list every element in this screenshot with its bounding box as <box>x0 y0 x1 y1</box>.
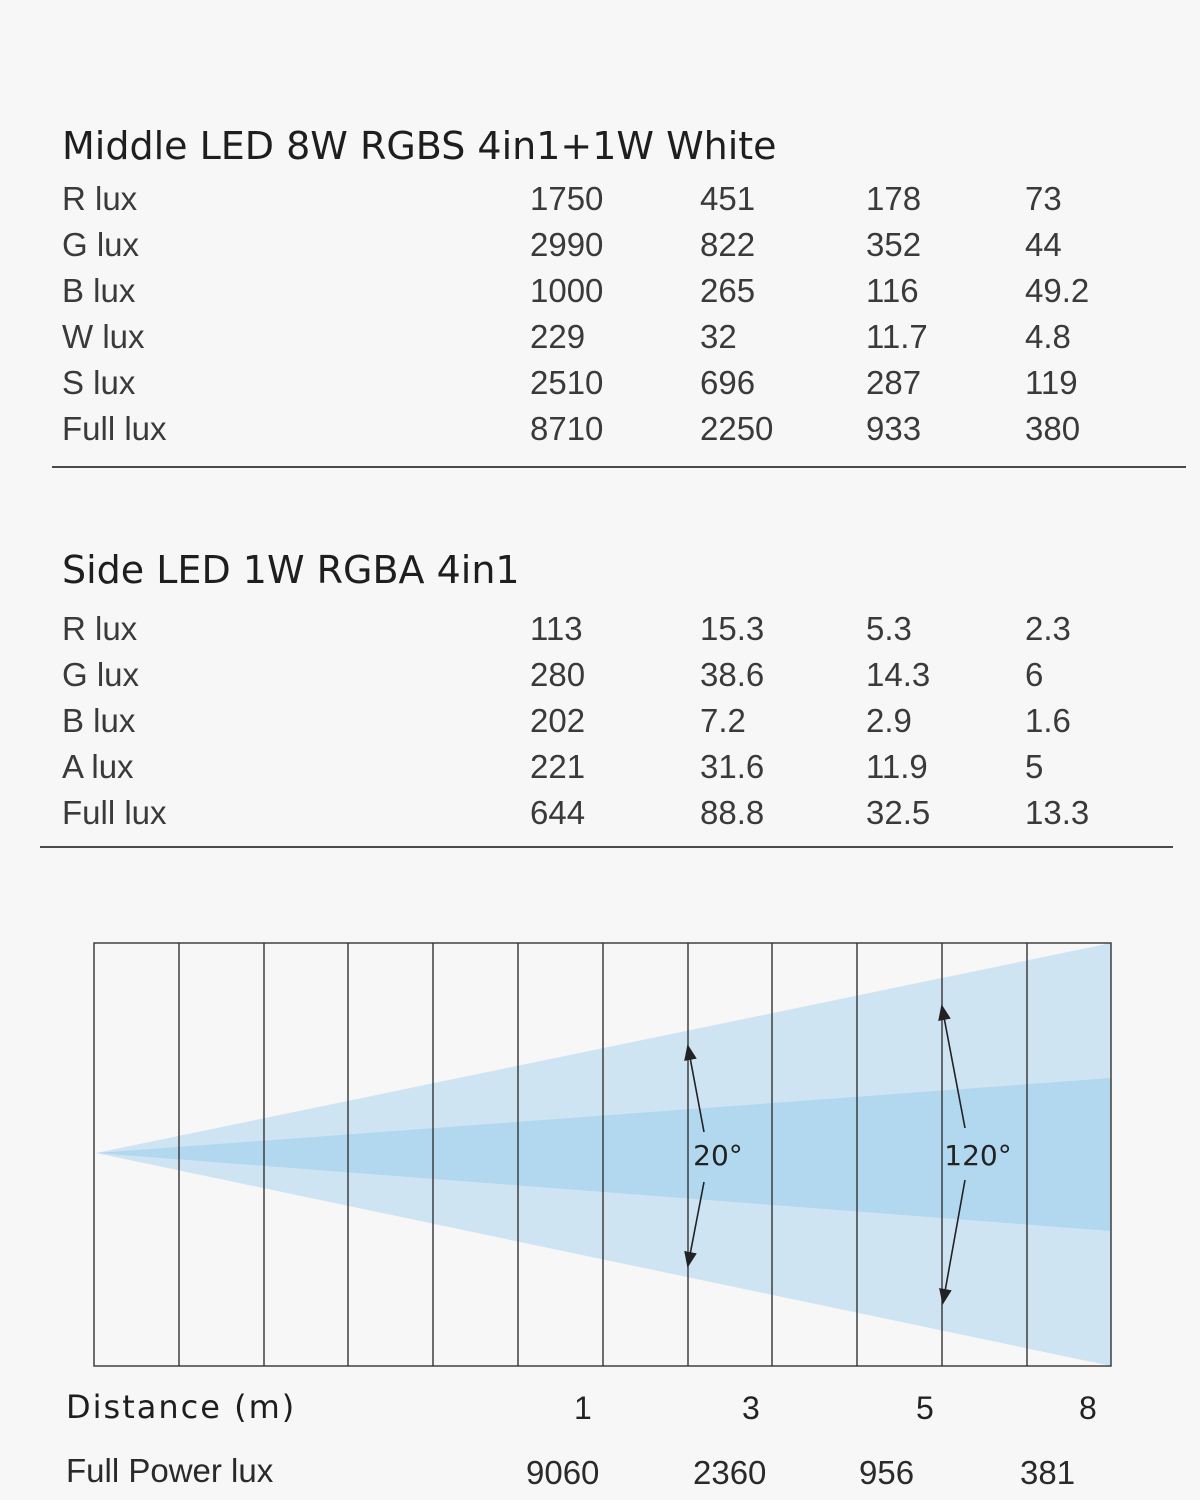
table-row <box>0 272 1200 318</box>
distance-value: 5 <box>916 1390 934 1426</box>
table-row <box>0 794 1200 840</box>
row-label: Full lux <box>62 410 167 447</box>
value-cell: 2510 <box>530 364 604 401</box>
value-cell: 5 <box>1025 748 1044 785</box>
table-row <box>0 410 1200 456</box>
value-cell: 2250 <box>700 410 774 447</box>
full-power-value: 956 <box>859 1454 915 1491</box>
value-cell: 13.3 <box>1025 794 1090 831</box>
value-cell: 11.9 <box>866 748 928 785</box>
value-cell: 644 <box>530 794 586 831</box>
row-label: R lux <box>62 610 138 647</box>
table-row <box>0 610 1200 656</box>
value-cell: 2990 <box>530 226 604 263</box>
value-cell: 14.3 <box>866 656 931 693</box>
row-label: R lux <box>62 180 138 217</box>
full-power-label: Full Power lux <box>66 1452 274 1489</box>
row-label: S lux <box>62 364 136 401</box>
table-row <box>0 226 1200 272</box>
table-row <box>0 748 1200 794</box>
value-cell: 4.8 <box>1025 318 1071 355</box>
distance-value: 1 <box>574 1390 592 1426</box>
row-label: Full lux <box>62 794 167 831</box>
distance-value: 3 <box>742 1390 760 1426</box>
table-row <box>0 318 1200 364</box>
value-cell: 73 <box>1025 180 1062 217</box>
side-led-title: Side LED 1W RGBA 4in1 <box>62 548 520 592</box>
value-cell: 44 <box>1025 226 1062 263</box>
beam-angle-diagram <box>0 930 1200 1380</box>
value-cell: 933 <box>866 410 922 447</box>
wide-angle-label: 120° <box>944 1139 1012 1172</box>
value-cell: 451 <box>700 180 756 217</box>
middle-led-title: Middle LED 8W RGBS 4in1+1W White <box>62 124 777 168</box>
table-row <box>0 702 1200 748</box>
value-cell: 8710 <box>530 410 604 447</box>
value-cell: 113 <box>530 610 583 647</box>
value-cell: 15.3 <box>700 610 765 647</box>
value-cell: 6 <box>1025 656 1044 693</box>
row-label: G lux <box>62 656 140 693</box>
value-cell: 7.2 <box>700 702 746 739</box>
value-cell: 178 <box>866 180 922 217</box>
value-cell: 822 <box>700 226 756 263</box>
distance-value: 8 <box>1079 1390 1097 1426</box>
full-power-value: 2360 <box>693 1454 767 1491</box>
value-cell: 119 <box>1025 364 1078 401</box>
value-cell: 11.7 <box>866 318 928 355</box>
value-cell: 380 <box>1025 410 1081 447</box>
value-cell: 265 <box>700 272 756 309</box>
row-label: G lux <box>62 226 140 263</box>
narrow-angle-label: 20° <box>693 1139 743 1172</box>
table-row <box>0 364 1200 410</box>
value-cell: 5.3 <box>866 610 912 647</box>
value-cell: 280 <box>530 656 586 693</box>
value-cell: 2.3 <box>1025 610 1071 647</box>
value-cell: 38.6 <box>700 656 765 693</box>
value-cell: 1.6 <box>1025 702 1071 739</box>
value-cell: 88.8 <box>700 794 765 831</box>
value-cell: 221 <box>530 748 586 785</box>
full-power-value: 381 <box>1020 1454 1076 1491</box>
value-cell: 202 <box>530 702 586 739</box>
value-cell: 352 <box>866 226 922 263</box>
table-row <box>0 656 1200 702</box>
value-cell: 696 <box>700 364 756 401</box>
row-label: A lux <box>62 748 134 785</box>
full-power-value: 9060 <box>526 1454 600 1491</box>
value-cell: 32 <box>700 318 737 355</box>
value-cell: 229 <box>530 318 586 355</box>
table-row <box>0 180 1200 226</box>
value-cell: 2.9 <box>866 702 912 739</box>
row-label: W lux <box>62 318 145 355</box>
value-cell: 116 <box>866 272 919 309</box>
value-cell: 49.2 <box>1025 272 1090 309</box>
value-cell: 32.5 <box>866 794 931 831</box>
value-cell: 31.6 <box>700 748 765 785</box>
value-cell: 1750 <box>530 180 604 217</box>
distance-label: Distance (m) <box>66 1388 297 1426</box>
section-divider <box>40 846 1173 848</box>
section-divider <box>52 466 1186 468</box>
value-cell: 1000 <box>530 272 604 309</box>
row-label: B lux <box>62 702 136 739</box>
row-label: B lux <box>62 272 136 309</box>
value-cell: 287 <box>866 364 922 401</box>
